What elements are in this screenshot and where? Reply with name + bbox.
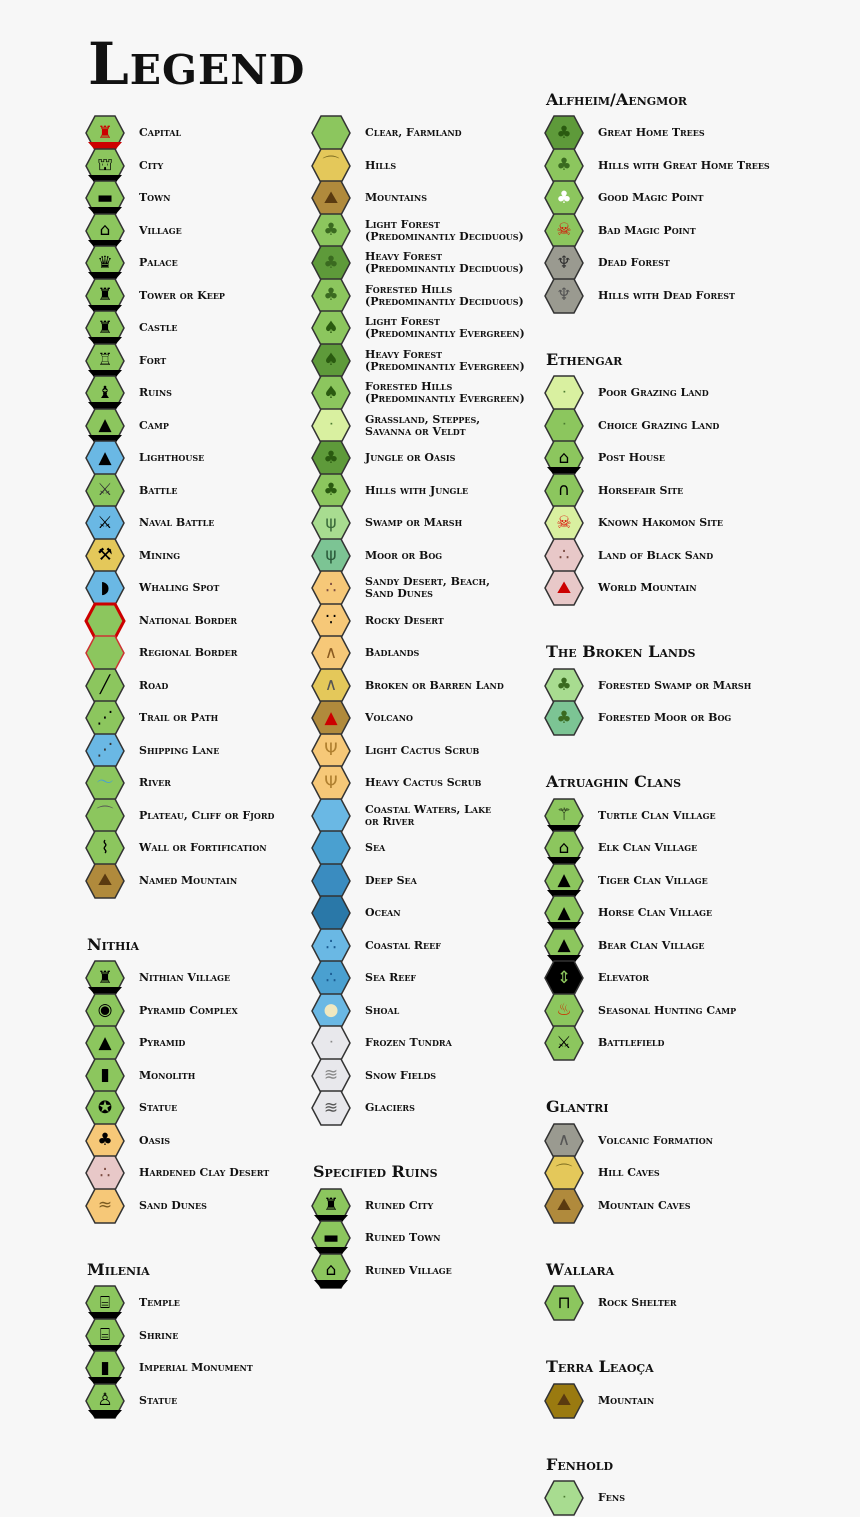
legend-item: [544, 799, 844, 832]
legend-item-label: Tower or Keep: [139, 288, 225, 302]
legend-item-label: Sand Dunes: [139, 1198, 207, 1212]
glyph: ⊓: [557, 1292, 571, 1313]
legend-item-label: Clear, Farmland: [365, 126, 462, 139]
legend-item: [544, 1157, 844, 1190]
legend-item-label: Sea Reef: [365, 971, 417, 984]
legend-item-label: Grassland, Steppes, Savanna or Veldt: [365, 412, 481, 438]
legend-item-label: Bad Magic Point: [598, 223, 696, 237]
legend-item-label: Regional Border: [139, 646, 238, 659]
glyph: ∴: [325, 967, 337, 988]
glyph: ▲: [557, 935, 571, 955]
section-header-label: Atruaghin Clans: [546, 772, 682, 792]
glyph: ♛: [97, 252, 113, 273]
glyph: ●: [323, 1000, 339, 1020]
section-header: [544, 312, 844, 377]
legend-item-label: Coastal Reef: [365, 938, 441, 952]
hex-tile: [312, 799, 350, 833]
dead-tree-hills-icon: [544, 277, 584, 315]
glyph: ～: [96, 772, 114, 793]
glyph: ⌒: [96, 805, 114, 825]
legend-item: [544, 994, 844, 1027]
section-header-label: Milenia: [87, 1259, 150, 1279]
legend-item-label: Ruined Town: [365, 1231, 441, 1244]
legend-item-label: National Border: [139, 613, 238, 627]
legend-item-label: Lighthouse: [139, 451, 205, 464]
legend-item: [544, 1124, 844, 1157]
legend-item-label: Post House: [598, 451, 666, 464]
section-header-label: Nithia: [87, 934, 140, 954]
legend-item-label: Mountain Caves: [598, 1198, 691, 1212]
hex-tile: [86, 636, 124, 670]
legend-item-label: Monolith: [139, 1068, 196, 1082]
spears-icon: [544, 1024, 584, 1062]
legend-item-label: Great Home Trees: [598, 126, 705, 139]
legend-item: [544, 117, 844, 150]
glyph: ᐧ: [561, 415, 567, 435]
section-header-label: Glantri: [546, 1097, 609, 1117]
legend-item-label: Snow Fields: [365, 1068, 437, 1082]
legend-item: [85, 1287, 385, 1320]
legend-item-label: Broken or Barren Land: [365, 678, 504, 692]
legend-item: [544, 409, 844, 442]
glyph: ♣: [556, 155, 572, 175]
legend-item-label: Light Forest (Predominantly Evergreen): [365, 315, 525, 340]
legend-item-label: Forested Moor or Bog: [598, 711, 732, 724]
section-header-label: Terra Leaoça: [546, 1357, 654, 1377]
glyph: ⛰: [556, 1390, 572, 1410]
legend-item-label: Ruined City: [365, 1198, 434, 1212]
legend-item: [544, 1027, 844, 1060]
legend-item-label: Volcanic Formation: [598, 1133, 713, 1147]
glyph: ⛫: [97, 155, 113, 175]
legend-item-label: Statue: [139, 1101, 178, 1114]
glyph: ♜: [323, 1195, 339, 1215]
legend-item-label: World Mountain: [598, 581, 697, 594]
legend-item: [544, 474, 844, 507]
glyph: ▬: [96, 187, 114, 208]
legend-item-label: Wall or Fortification: [139, 841, 267, 854]
legend-item-label: Road: [139, 678, 169, 692]
glyph: ⌒: [322, 155, 340, 175]
legend-item-label: River: [139, 776, 171, 789]
legend-column-3: [544, 84, 844, 1514]
glyph: ᐧ: [561, 382, 567, 403]
red-mountain-icon: [544, 569, 584, 607]
glyph: ▬: [322, 1227, 340, 1248]
glyph: ⌂: [558, 837, 570, 858]
legend-item-label: Frozen Tundra: [365, 1036, 452, 1049]
glyph: ▲: [98, 415, 112, 435]
legend-item-label: City: [139, 158, 164, 172]
legend-item: [544, 1189, 844, 1222]
glyph: ♣: [323, 480, 339, 500]
glyph: ♣: [556, 187, 572, 208]
legend-item-label: Poor Grazing Land: [598, 386, 709, 399]
mountain-icon: [544, 1382, 584, 1420]
section-header: [544, 604, 844, 669]
section-header: [544, 1059, 844, 1124]
glyph: ∴: [99, 1162, 111, 1183]
legend-item-label: Shipping Lane: [139, 743, 220, 757]
legend-item: [544, 279, 844, 312]
section-header-label: The Broken Lands: [546, 642, 696, 662]
legend-item-label: Nithian Village: [139, 971, 231, 984]
legend-item: [85, 1384, 385, 1417]
legend-item-label: Palace: [139, 256, 178, 269]
glyph: ∧: [557, 1130, 571, 1150]
legend-item: [544, 442, 844, 475]
glyph: ♣: [323, 447, 339, 468]
section-header: [544, 1222, 844, 1287]
glyph: ᐧ: [561, 1487, 567, 1508]
glyph: ♣: [556, 675, 572, 695]
legend-item-label: Moor or Bog: [365, 548, 443, 562]
hex-tile: [312, 831, 350, 865]
section-header: [544, 1417, 844, 1482]
legend-item-label: Ruined Village: [365, 1263, 452, 1277]
legend-item: [544, 507, 844, 540]
legend-item-label: Forested Swamp or Marsh: [598, 678, 752, 692]
ruined-village-icon: [311, 1252, 351, 1290]
glyph: ♠: [323, 350, 339, 370]
legend-item-label: Sandy Desert, Beach, Sand Dunes: [365, 575, 490, 600]
glyph: ⛰: [556, 1195, 572, 1215]
legend-item: [544, 247, 844, 280]
legend-item-label: Camp: [139, 418, 169, 432]
legend-item: [544, 377, 844, 410]
legend-item: [544, 572, 844, 605]
hex-tile: [86, 604, 124, 638]
legend-item-label: Ruins: [139, 386, 172, 399]
legend-item-label: Hardened Clay Desert: [139, 1166, 270, 1179]
legend-item-label: Mountains: [365, 191, 427, 204]
glyph: ⚚: [556, 805, 572, 825]
legend-item-label: Hills with Jungle: [365, 483, 469, 497]
legend-item-label: Sea: [365, 841, 386, 854]
glyph: ⌒: [555, 1162, 573, 1183]
legend-item-label: Forested Hills (Predominantly Evergreen): [365, 380, 525, 405]
legend-item-label: Rock Shelter: [598, 1296, 677, 1309]
glyph: ⋰: [96, 707, 114, 728]
glyph: ⋰: [96, 740, 114, 760]
glyph: ∩: [557, 480, 571, 500]
legend-item-label: Seasonal Hunting Camp: [598, 1003, 737, 1017]
glyph: ⚔: [556, 1032, 572, 1053]
legend-item-label: Capital: [139, 126, 182, 139]
glyph: ♣: [323, 220, 339, 240]
section-header-label: Specified Ruins: [313, 1162, 438, 1182]
legend-item: [544, 214, 844, 247]
legend-item: [544, 1287, 844, 1320]
legend-item-label: Jungle or Oasis: [365, 451, 456, 464]
glyph: ♜: [97, 317, 113, 338]
dunes-icon: [85, 1187, 125, 1225]
glyph: ▲: [557, 902, 571, 923]
legend-item-label: Whaling Spot: [139, 581, 220, 594]
legend-item: [544, 1384, 844, 1417]
rock-shelter-icon: [544, 1284, 584, 1322]
glyph: ▲: [98, 1032, 112, 1053]
glacier-icon: [311, 1089, 351, 1127]
legend-item-label: Statue: [139, 1393, 178, 1407]
glyph: ♣: [97, 1130, 113, 1150]
section-header: [544, 734, 844, 799]
glyph: ᐧ: [328, 1032, 334, 1053]
legend-item-label: Bear Clan Village: [598, 938, 705, 952]
glyph: ⚔: [97, 512, 113, 533]
glyph: ψ: [325, 512, 337, 533]
legend-item: [544, 702, 844, 735]
legend-item-label: Trail or Path: [139, 711, 219, 724]
section-header: [544, 1319, 844, 1384]
glyph: ♨: [556, 1000, 572, 1020]
legend-item-label: Ocean: [365, 906, 401, 919]
glyph: ∴: [558, 545, 570, 565]
glyph: ☠: [556, 220, 572, 240]
hex-tile: [312, 864, 350, 898]
legend-item: [544, 182, 844, 215]
legend-item-label: Volcano: [365, 711, 413, 724]
legend-item: [85, 1319, 385, 1352]
legend-item-label: Heavy Forest (Predominantly Evergreen): [365, 347, 525, 373]
legend-item-label: Tiger Clan Village: [598, 873, 708, 887]
glyph: ψ: [325, 545, 337, 565]
glyph: ⌂: [99, 220, 111, 240]
glyph: ✪: [97, 1097, 113, 1118]
legend-item-label: Coastal Waters, Lake or River: [365, 802, 492, 828]
legend-item-label: Dead Forest: [598, 256, 670, 269]
statue-icon: [85, 1382, 125, 1420]
glyph: ◗: [100, 577, 110, 598]
legend-item-label: Horsefair Site: [598, 483, 684, 497]
grass-icon: [544, 1479, 584, 1517]
section-header-label: Alfheim/Aengmor: [546, 89, 688, 109]
glyph: ∴: [325, 577, 337, 598]
glyph: ♙: [97, 1390, 113, 1410]
glyph: ⛰: [323, 187, 339, 208]
hex-tile: [312, 116, 350, 150]
legend-item-label: Choice Grazing Land: [598, 418, 720, 432]
legend-item-label: Rocky Desert: [365, 613, 444, 627]
legend-item-label: Named Mountain: [139, 873, 238, 887]
legend-item: [544, 149, 844, 182]
glyph: ♣: [556, 122, 572, 143]
legend-item-label: Heavy Forest (Predominantly Deciduous): [365, 250, 524, 275]
legend-item-label: Temple: [139, 1296, 180, 1309]
legend-item-label: Castle: [139, 321, 178, 334]
legend-item: [544, 864, 844, 897]
legend-item-label: Good Magic Point: [598, 191, 704, 204]
glyph: ▮: [100, 1065, 110, 1085]
legend-item-label: Hills with Great Home Trees: [598, 158, 770, 172]
glyph: ∧: [324, 675, 338, 695]
legend-item-label: Pyramid: [139, 1036, 186, 1049]
legend-item-label: Oasis: [139, 1133, 171, 1147]
legend-item-label: Hill Caves: [598, 1166, 660, 1179]
legend-item: [544, 897, 844, 930]
glyph: ◉: [97, 1000, 113, 1020]
legend-item-label: Battle: [139, 483, 178, 497]
legend-item-label: Town: [139, 191, 171, 204]
glyph: ⌂: [325, 1260, 337, 1280]
glyph: ▲: [98, 447, 112, 468]
legend-item: [544, 669, 844, 702]
glyph: ▲: [324, 707, 338, 728]
section-header-label: Fenhold: [546, 1454, 614, 1474]
legend-item-label: Turtle Clan Village: [598, 808, 716, 822]
legend-title: Legend: [88, 30, 306, 98]
glyph: ⌸: [99, 1325, 111, 1345]
glyph: Ψ: [324, 740, 338, 760]
glyph: ♣: [323, 285, 339, 305]
glyph: ∴: [325, 935, 337, 955]
legend-item-label: Mountain: [598, 1393, 655, 1407]
glyph: ♖: [97, 350, 113, 370]
glyph: ⛰: [97, 870, 113, 890]
legend-item-label: Fens: [598, 1491, 625, 1504]
glyph: ♣: [323, 252, 339, 273]
glyph: ♣: [556, 707, 572, 728]
glyph: ⌸: [99, 1292, 111, 1313]
legend-item: [544, 832, 844, 865]
section-header: [544, 84, 844, 117]
mountain-icon: [544, 1187, 584, 1225]
glyph: ᐧ: [328, 415, 334, 435]
legend-item-label: Land of Black Sand: [598, 548, 714, 562]
legend-item: [544, 962, 844, 995]
glyph: ♆: [556, 252, 572, 273]
glyph: ♠: [323, 382, 339, 403]
legend-item-label: Imperial Monument: [139, 1361, 253, 1374]
glyph: ≈: [97, 1195, 113, 1215]
legend-item-label: Hills with Dead Forest: [598, 288, 735, 302]
glyph: Ψ: [324, 772, 338, 793]
glyph: ⌇: [100, 837, 110, 858]
glyph: ╱: [99, 675, 111, 695]
legend-item-label: Horse Clan Village: [598, 906, 713, 919]
glyph: ♜: [97, 122, 113, 143]
glyph: ♆: [556, 285, 572, 305]
legend-item: [544, 929, 844, 962]
legend-item-label: Battlefield: [598, 1036, 665, 1049]
legend-item: [85, 1352, 385, 1385]
legend-item-label: Fort: [139, 353, 167, 367]
legend-item-label: Glaciers: [365, 1101, 415, 1114]
glyph: ⛰: [556, 577, 572, 598]
glyph: ♠: [323, 317, 339, 338]
glyph: ♜: [97, 967, 113, 988]
section-header-label: Ethengar: [546, 349, 623, 369]
legend-item: [544, 539, 844, 572]
glyph: ≋: [323, 1097, 339, 1118]
legend-item-label: Light Forest (Predominantly Deciduous): [365, 217, 524, 243]
section-header-label: Wallara: [546, 1259, 615, 1279]
legend-item-label: Pyramid Complex: [139, 1003, 238, 1017]
legend-item-label: Elk Clan Village: [598, 841, 698, 854]
glyph: ⌂: [558, 447, 570, 468]
glyph: ☠: [556, 512, 572, 533]
legend-item-label: Hills: [365, 158, 397, 172]
legend-item-label: Deep Sea: [365, 873, 417, 887]
legend-item-label: Forested Hills (Predominantly Deciduous): [365, 282, 524, 308]
glyph: ♜: [97, 285, 113, 305]
glyph: ▲: [557, 870, 571, 890]
legend-item-label: Shoal: [365, 1003, 400, 1017]
legend-item-label: Light Cactus Scrub: [365, 743, 480, 757]
legend-item-label: Badlands: [365, 646, 420, 659]
glyph: ⚒: [97, 545, 113, 565]
tree-icon: [544, 699, 584, 737]
legend-item-label: Swamp or Marsh: [365, 516, 463, 529]
glyph: ⇕: [556, 967, 572, 988]
legend-item-label: Plateau, Cliff or Fjord: [139, 808, 275, 822]
glyph: ∵: [325, 610, 337, 630]
glyph: ≋: [323, 1065, 339, 1085]
legend-item-label: Known Hakomon Site: [598, 516, 723, 529]
legend-item: [544, 1482, 844, 1515]
legend-item-label: Mining: [139, 548, 181, 562]
glyph: ▮: [100, 1357, 110, 1378]
legend-item-label: Elevator: [598, 971, 650, 984]
glyph: ♝: [97, 382, 113, 403]
legend-item-label: Heavy Cactus Scrub: [365, 776, 482, 789]
hex-tile: [312, 896, 350, 930]
legend-item-label: Naval Battle: [139, 516, 215, 529]
mountain-icon: [85, 862, 125, 900]
glyph: ∧: [324, 642, 338, 663]
legend-item-label: Shrine: [139, 1328, 179, 1342]
glyph: ⚔: [97, 480, 113, 500]
legend-item-label: Village: [139, 223, 182, 237]
